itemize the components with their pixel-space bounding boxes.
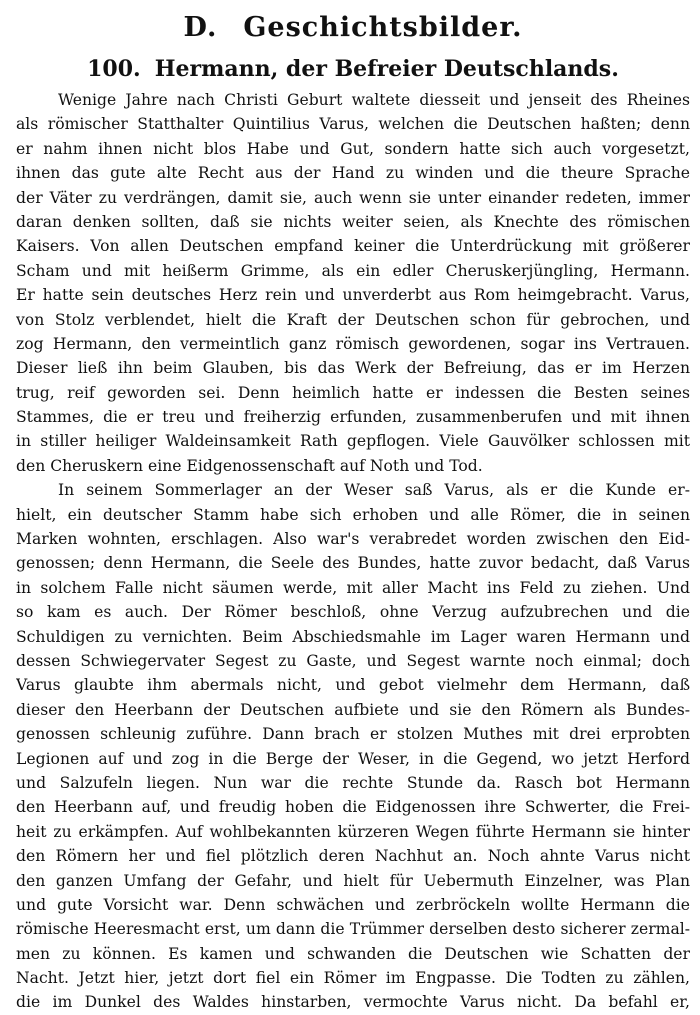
text-line: als römischer Statthalter Quintilius Varus, welchen die Deutschen haßten; denn	[16, 115, 690, 134]
text-line: men zu können. Es kamen und schwanden die Deutschen wie Schatten der	[16, 944, 690, 963]
text-line: genossen; denn Hermann, die Seele des Bundes, hatte zuvor bedacht, daß Varus	[16, 554, 690, 573]
text-line: Kaisers. Von allen Deutschen empfand keiner die Unterdrückung mit größerer	[16, 237, 690, 256]
section-letter: D.	[183, 12, 218, 43]
text-line: die im Dunkel des Waldes hinstarben, vermochte Varus nicht. Da befahl er,	[16, 993, 690, 1012]
text-line: dessen Schwiegervater Segest zu Gaste, und Segest warnte noch einmal; doch	[16, 651, 690, 670]
text-line: In seinem Sommerlager an der Weser saß Varus, als er die Kunde er-	[58, 481, 690, 500]
text-line: den ganzen Umfang der Gefahr, und hielt für Uebermuth Einzelner, was Plan	[16, 871, 690, 890]
text-line: so kam es auch. Der Römer beschloß, ohne Verzug aufzubrechen und die	[16, 603, 690, 622]
text-line: in stiller heiliger Waldeinsamkeit Rath gepflogen. Viele Gauvölker schlossen mit	[16, 432, 690, 451]
chapter-number: 100.	[87, 56, 141, 82]
text-line: der Väter zu verdrängen, damit sie, auch wenn sie unter einander redeten, immer	[16, 188, 690, 207]
text-line: und Salzufeln liegen. Nun war die rechte Stunde da. Rasch bot Hermann	[16, 773, 690, 792]
text-line: Dieser ließ ihn beim Glauben, bis das Werk der Befreiung, das er im Herzen	[16, 359, 690, 378]
text-line: er nahm ihnen nicht blos Habe und Gut, sondern hatte sich auch vorgesetzt,	[16, 139, 690, 158]
text-line: in solchem Falle nicht säumen werde, mit aller Macht ins Feld zu ziehen. Und	[16, 578, 690, 597]
text-line: Schuldigen zu vernichten. Beim Abschiedsmahle im Lager waren Hermann und	[16, 627, 690, 646]
text-line: ihnen das gute alte Recht aus der Hand zu winden und die theure Sprache	[16, 164, 690, 183]
text-line: römische Heeresmacht erst, um dann die Trümmer derselben desto sicherer zermal-	[16, 920, 690, 939]
section-title: Geschichtsbilder.	[243, 12, 523, 43]
text-line: dieser den Heerbann der Deutschen aufbiete und sie den Römern als Bundes-	[16, 700, 690, 719]
chapter-heading	[16, 50, 690, 88]
text-line: und gute Vorsicht war. Denn schwächen und zerbröckeln wollte Hermann die	[16, 895, 690, 914]
text-line: Varus glaubte ihm abermals nicht, und gebot vielmehr dem Hermann, daß	[16, 676, 690, 695]
text-line: Stammes, die er treu und freiherzig erfunden, zusammenberufen und mit ihnen	[16, 408, 690, 427]
text-line: Nacht. Jetzt hier, jetzt dort fiel ein Römer im Engpasse. Die Todten zu zählen,	[16, 969, 690, 988]
text-line: den Römern her und fiel plötzlich deren Nachhut an. Noch ahnte Varus nicht	[16, 847, 690, 866]
section-heading	[16, 6, 690, 50]
text-line: Wenige Jahre nach Christi Geburt waltete diesseit und jenseit des Rheines	[58, 91, 690, 109]
text-line: trug, reif geworden sei. Denn heimlich hatte er indessen die Besten seines	[16, 383, 690, 402]
text-line: zog Hermann, den vermeintlich ganz römisch gewordenen, sogar ins Vertrauen.	[16, 334, 690, 353]
text-line: den Heerbann auf, und freudig hoben die Eidgenossen ihre Schwerter, die Frei-	[16, 798, 690, 817]
text-line: Legionen auf und zog in die Berge der Weser, in die Gegend, wo jetzt Herford	[16, 749, 690, 768]
text-line: hielt, ein deutscher Stamm habe sich erhoben und alle Römer, die in seinen	[16, 505, 690, 524]
text-line: genossen schleunig zuführe. Dann brach er stolzen Muthes mit drei erprobten	[16, 725, 690, 744]
text-line: Scham und mit heißerm Grimme, als ein edler Cheruskerjüngling, Hermann.	[16, 261, 690, 280]
text-line: Er hatte sein deutsches Herz rein und unverderbt aus Rom heimgebracht. Varus,	[16, 286, 690, 305]
text-line: den Cheruskern eine Eidgenossenschaft auf Noth und Tod.	[16, 456, 483, 475]
text-line: daran denken sollten, daß sie nichts weiter seien, als Knechte des römischen	[16, 212, 690, 231]
chapter-title: Hermann, der Befreier Deutschlands.	[154, 56, 619, 82]
text-line: heit zu erkämpfen. Auf wohlbekannten kürzeren Wegen führte Hermann sie hinter	[16, 822, 690, 841]
text-line: von Stolz verblendet, hielt die Kraft der Deutschen schon für gebrochen, und	[16, 310, 690, 329]
text-line: Marken wohnten, erschlagen. Also war's verabredet worden zwischen den Eid-	[16, 530, 690, 549]
body-text	[16, 88, 690, 1015]
